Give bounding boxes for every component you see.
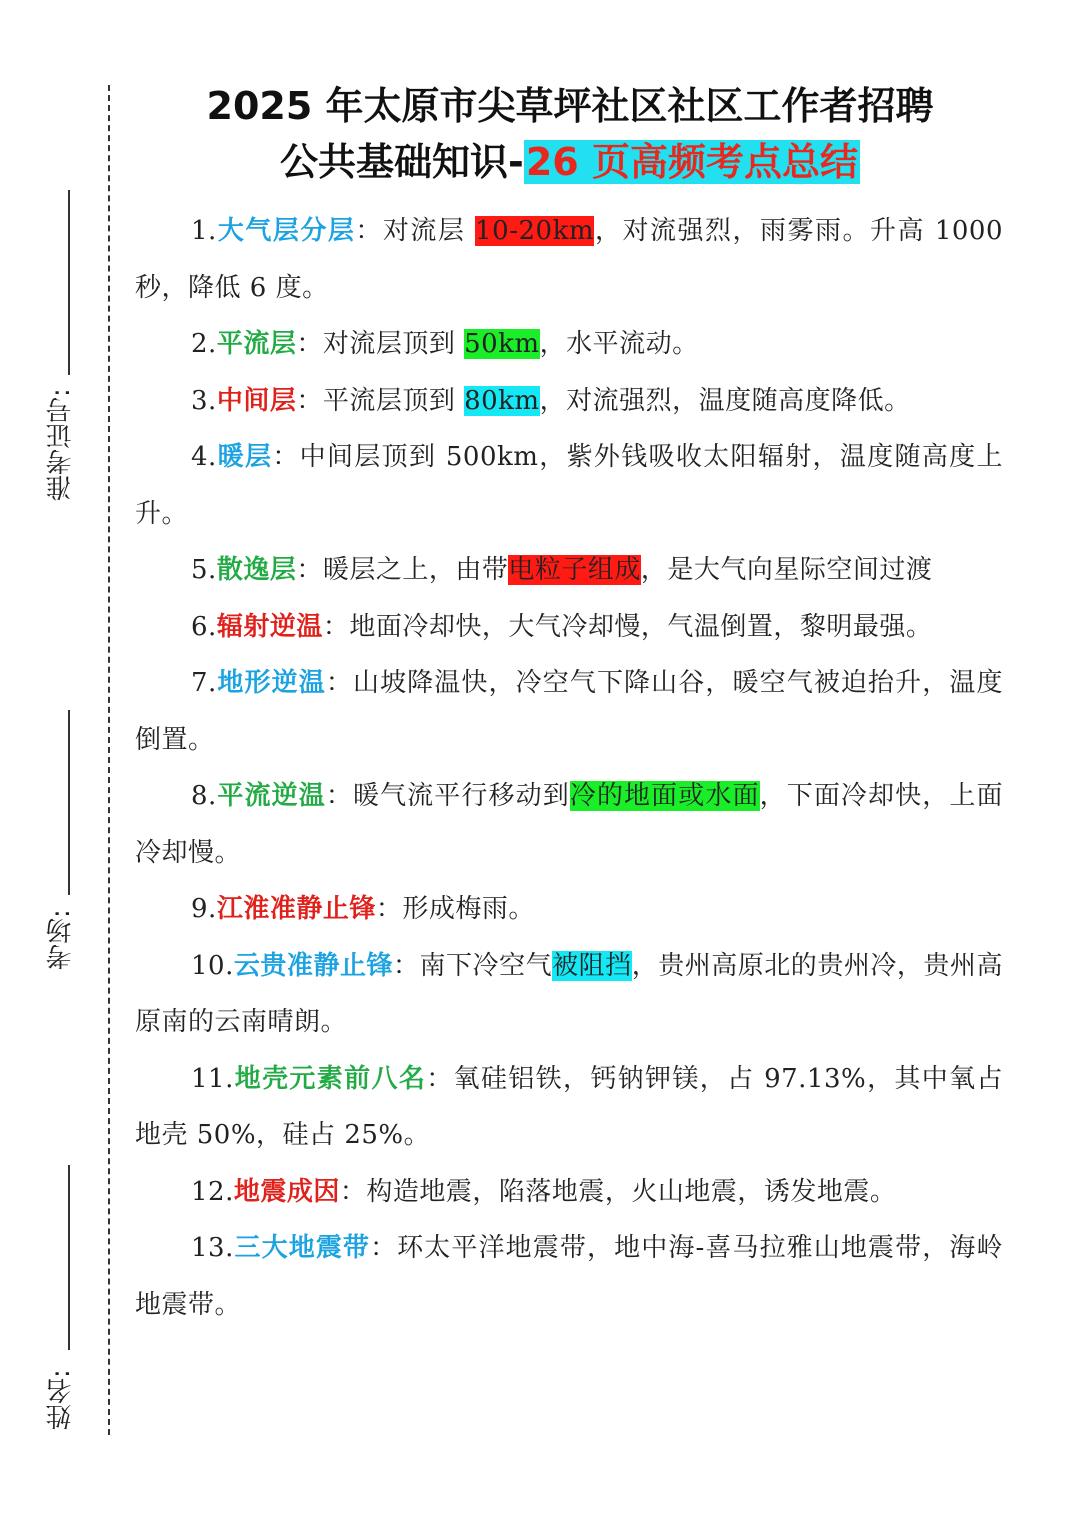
item-text: ：氧硅铝铁，钙钠钾镁，占 97.13%，其中氧占地壳 50%，硅占 25%。 <box>135 1063 1003 1150</box>
item-number: 3. <box>191 385 217 416</box>
list-item <box>135 542 1003 599</box>
item-text: ：构造地震，陷落地震，火山地震，诱发地震。 <box>339 1176 897 1207</box>
item-highlight: 10-20km <box>475 216 595 246</box>
item-number: 7. <box>191 668 217 698</box>
item-text: ：山坡降温快，冷空气下降山谷，暖空气被迫抬升，温度倒置。 <box>135 668 1003 755</box>
list-item <box>135 1164 1003 1221</box>
list-item <box>135 768 1003 881</box>
item-text: ：形成梅雨。 <box>375 894 535 924</box>
item-number: 6. <box>191 611 217 642</box>
list-item <box>135 1051 1003 1164</box>
binding-dashed-line <box>108 85 110 1435</box>
name-label: 姓名: <box>46 1369 76 1431</box>
item-key: 地形逆温 <box>216 668 326 698</box>
item-highlight: 80km <box>464 385 540 416</box>
item-key: 地壳元素前八名 <box>233 1063 427 1094</box>
item-text-tail: ，贵州高原北的贵州冷，贵州高原南的云南晴朗。 <box>135 950 1003 1037</box>
item-highlight: 冷的地面或水面 <box>569 781 760 811</box>
item-number: 13. <box>191 1233 234 1263</box>
item-text: ：平流层顶到 <box>296 385 465 416</box>
item-number: 9. <box>191 894 217 924</box>
item-key: 三大地震带 <box>233 1233 371 1263</box>
exam-room-underline <box>68 710 70 895</box>
item-key: 江淮准静止锋 <box>216 894 376 924</box>
item-key: 暖层 <box>216 442 273 472</box>
knowledge-list <box>135 203 1003 1333</box>
item-text: ：对流层顶到 <box>296 329 465 359</box>
title-line2-highlight: 26 页高频考点总结 <box>525 140 858 184</box>
exam-room-label: 考场: <box>46 909 76 971</box>
item-key: 辐射逆温 <box>216 611 323 642</box>
exam-id-underline <box>68 190 70 375</box>
item-text-tail: ，下面冷却快，上面冷却慢。 <box>135 781 1003 868</box>
item-key: 云贵准静止锋 <box>233 950 393 981</box>
list-item <box>135 881 1003 938</box>
item-text-tail: ，是大气向星际空间过渡 <box>640 555 933 585</box>
list-item <box>135 316 1003 373</box>
list-item <box>135 373 1003 430</box>
item-number: 8. <box>191 781 217 811</box>
item-highlight: 被阻挡 <box>552 950 632 981</box>
item-text-tail: ，对流强烈，雨雾雨。升高 1000 秒，降低 6 度。 <box>135 216 1004 303</box>
list-item <box>135 203 1003 316</box>
list-item <box>135 429 1003 542</box>
item-key: 中间层 <box>216 385 297 416</box>
item-text: ：地面冷却快，大气冷却慢，气温倒置，黎明最强。 <box>322 611 933 642</box>
page-title-line2 <box>140 136 1000 188</box>
item-key: 平流层 <box>216 329 297 359</box>
page-title-line1 <box>140 80 1000 132</box>
item-key: 平流逆温 <box>216 781 326 811</box>
name-underline <box>68 1165 70 1350</box>
list-item <box>135 938 1003 1051</box>
item-number: 4. <box>191 442 217 472</box>
item-number: 5. <box>191 555 217 585</box>
title-line2-prefix: 公共基础知识- <box>280 140 524 184</box>
item-text: ：南下冷空气 <box>393 950 553 981</box>
item-text-tail: ，水平流动。 <box>539 329 699 359</box>
item-text: ：环太平洋地震带，地中海-喜马拉雅山地震带，海岭地震带。 <box>135 1233 1003 1320</box>
item-text-tail: ，对流强烈，温度随高度降低。 <box>539 385 911 416</box>
item-number: 10. <box>191 950 234 981</box>
item-key: 地震成因 <box>233 1176 340 1207</box>
item-highlight: 50km <box>464 329 540 359</box>
list-item <box>135 599 1003 656</box>
list-item <box>135 1220 1003 1333</box>
item-highlight: 电粒子组成 <box>508 555 641 585</box>
item-key: 散逸层 <box>216 555 297 585</box>
title-line1-text: 2025 年太原市尖草坪社区社区工作者招聘 <box>206 84 934 128</box>
item-text: ：对流层 <box>355 216 476 246</box>
item-text: ：中间层顶到 500km，紫外钱吸收太阳辐射，温度随高度上升。 <box>135 442 1003 529</box>
item-text: ：暖层之上，由带 <box>296 555 509 585</box>
item-number: 1. <box>191 216 217 246</box>
item-number: 12. <box>191 1176 234 1207</box>
list-item <box>135 655 1003 768</box>
item-number: 11. <box>191 1063 234 1094</box>
exam-id-label: 准考证号: <box>46 388 76 502</box>
item-number: 2. <box>191 329 217 359</box>
item-text: ：暖气流平行移动到 <box>325 781 570 811</box>
item-key: 大气层分层 <box>216 216 356 246</box>
